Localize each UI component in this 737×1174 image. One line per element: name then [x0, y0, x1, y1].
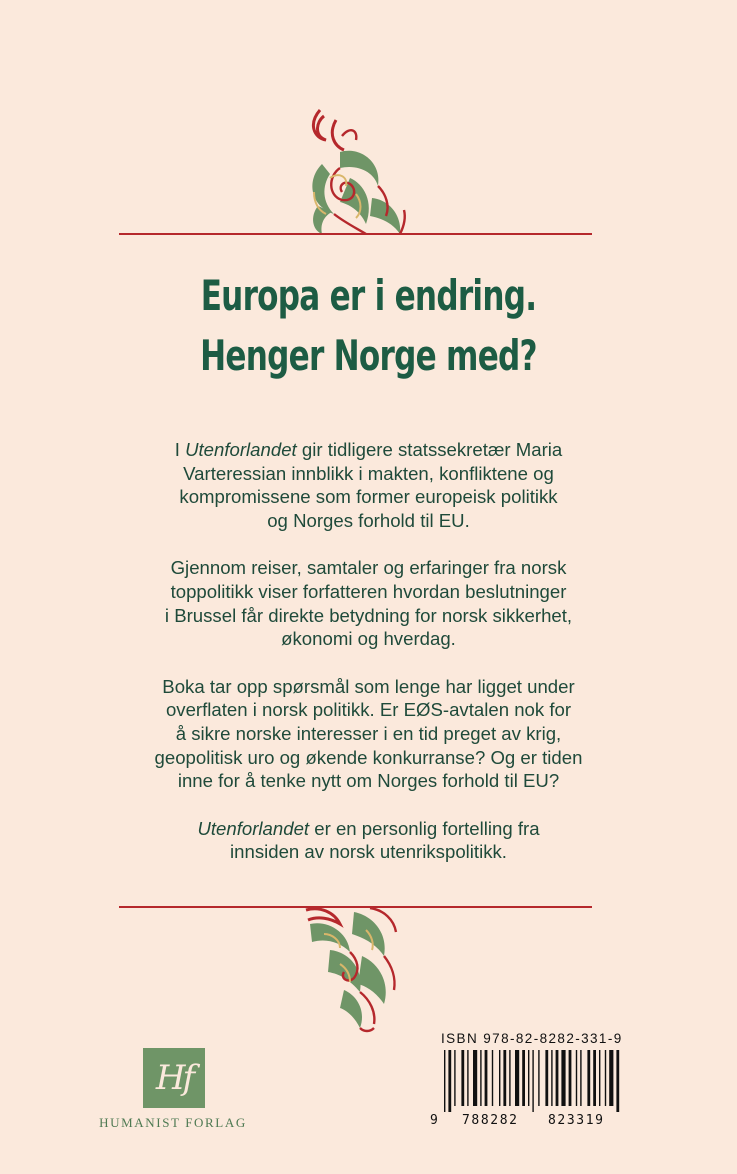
paragraph-2-line-2: toppolitikk viser forfatteren hvordan beslutninger	[170, 580, 567, 602]
paragraph-1-line-3: kompromissene som former europeisk politikk	[179, 486, 558, 508]
bottom-floral-ornament-icon	[300, 904, 410, 1034]
barcode-bar	[454, 1050, 455, 1106]
paragraph-3-line-4: geopolitisk uro og økende konkurranse? Og er tiden	[154, 746, 583, 768]
paragraph-3-line-3: å sikre norske interesser i en tid preget av krig,	[175, 722, 562, 744]
barcode-digits-left: 788282	[462, 1113, 519, 1128]
paragraph-2-line-3: i Brussel får direkte betydning for norsk sikkerhet,	[164, 604, 573, 626]
paragraph-3	[100, 675, 637, 793]
barcode-bar	[444, 1050, 445, 1112]
paragraph-3-line-2: overflaten i norsk politikk. Er EØS-avtalen nok for	[165, 699, 572, 721]
barcode-bar	[480, 1050, 481, 1106]
paragraph-2-line-4: økonomi og hverdag.	[281, 628, 456, 650]
barcode-bar	[556, 1050, 559, 1106]
top-floral-ornament-icon	[300, 106, 410, 238]
barcode-bar	[532, 1050, 533, 1112]
paragraph-1-line-1	[100, 438, 637, 462]
barcode-bar	[605, 1050, 606, 1106]
barcode-bar	[538, 1050, 539, 1106]
publisher-name: HUMANIST FORLAG	[99, 1115, 247, 1130]
barcode-digits-right: 823319	[548, 1113, 605, 1128]
barcode-bar	[503, 1050, 506, 1106]
barcode-bar	[576, 1050, 577, 1106]
barcode-bar	[616, 1050, 619, 1112]
book-title: Utenforlandet	[197, 817, 310, 839]
paragraph-4	[100, 817, 637, 864]
barcode-bar	[485, 1050, 488, 1106]
headline	[0, 266, 737, 386]
paragraph-1	[100, 438, 637, 532]
barcode-icon	[436, 1050, 632, 1112]
barcode-bar	[492, 1050, 493, 1106]
barcode-bar	[609, 1050, 613, 1106]
barcode-bar	[551, 1050, 552, 1106]
barcode-bar	[522, 1050, 525, 1106]
text-fragment: gir tidligere statssekretær Maria	[296, 439, 563, 460]
text-fragment: er en personlig fortelling fra	[309, 817, 540, 839]
text-fragment: I	[174, 439, 186, 460]
publisher-logo	[143, 1048, 205, 1108]
barcode-bar	[599, 1050, 600, 1106]
barcode-bar	[528, 1050, 529, 1106]
paragraph-1-line-4: og Norges forhold til EU.	[267, 509, 470, 531]
barcode-bar	[580, 1050, 581, 1106]
paragraph-2	[100, 556, 637, 650]
blurb-text	[100, 438, 637, 888]
paragraph-1-line-2: Varteressian innblikk i makten, konfliktene og	[183, 462, 554, 484]
paragraph-4-line-2: innsiden av norsk utenrikspolitikk.	[230, 841, 507, 863]
barcode-bar	[587, 1050, 590, 1106]
barcode-bar	[545, 1050, 548, 1106]
isbn-label: ISBN 978-82-8282-331-9	[441, 1031, 623, 1046]
barcode-bar	[467, 1050, 468, 1106]
paragraph-2-line-1: Gjennom reiser, samtaler og erfaringer fra norsk	[170, 557, 567, 579]
barcode-bar	[569, 1050, 572, 1106]
paragraph-3-line-5: inne for å tenke nytt om Norges forhold til EU?	[177, 770, 560, 792]
barcode-bar	[561, 1050, 565, 1106]
paragraph-3-line-1: Boka tar opp spørsmål som lenge har ligget under	[162, 675, 575, 697]
barcode-bar	[461, 1050, 464, 1106]
barcode-bar	[499, 1050, 500, 1106]
barcode-bar	[509, 1050, 510, 1106]
publisher-logo-mark: Hf	[155, 1058, 193, 1098]
barcode-bar	[515, 1050, 519, 1106]
barcode-bar	[448, 1050, 451, 1112]
barcode-digit-first: 9	[430, 1113, 438, 1128]
top-divider-rule	[119, 233, 592, 235]
book-title: Utenforlandet	[185, 439, 297, 460]
headline-line-1: Europa er i endring.	[200, 271, 537, 320]
paragraph-4-line-1	[100, 817, 637, 841]
headline-line-2: Henger Norge med?	[200, 331, 537, 380]
barcode-bar	[593, 1050, 596, 1106]
barcode-bar	[473, 1050, 477, 1106]
